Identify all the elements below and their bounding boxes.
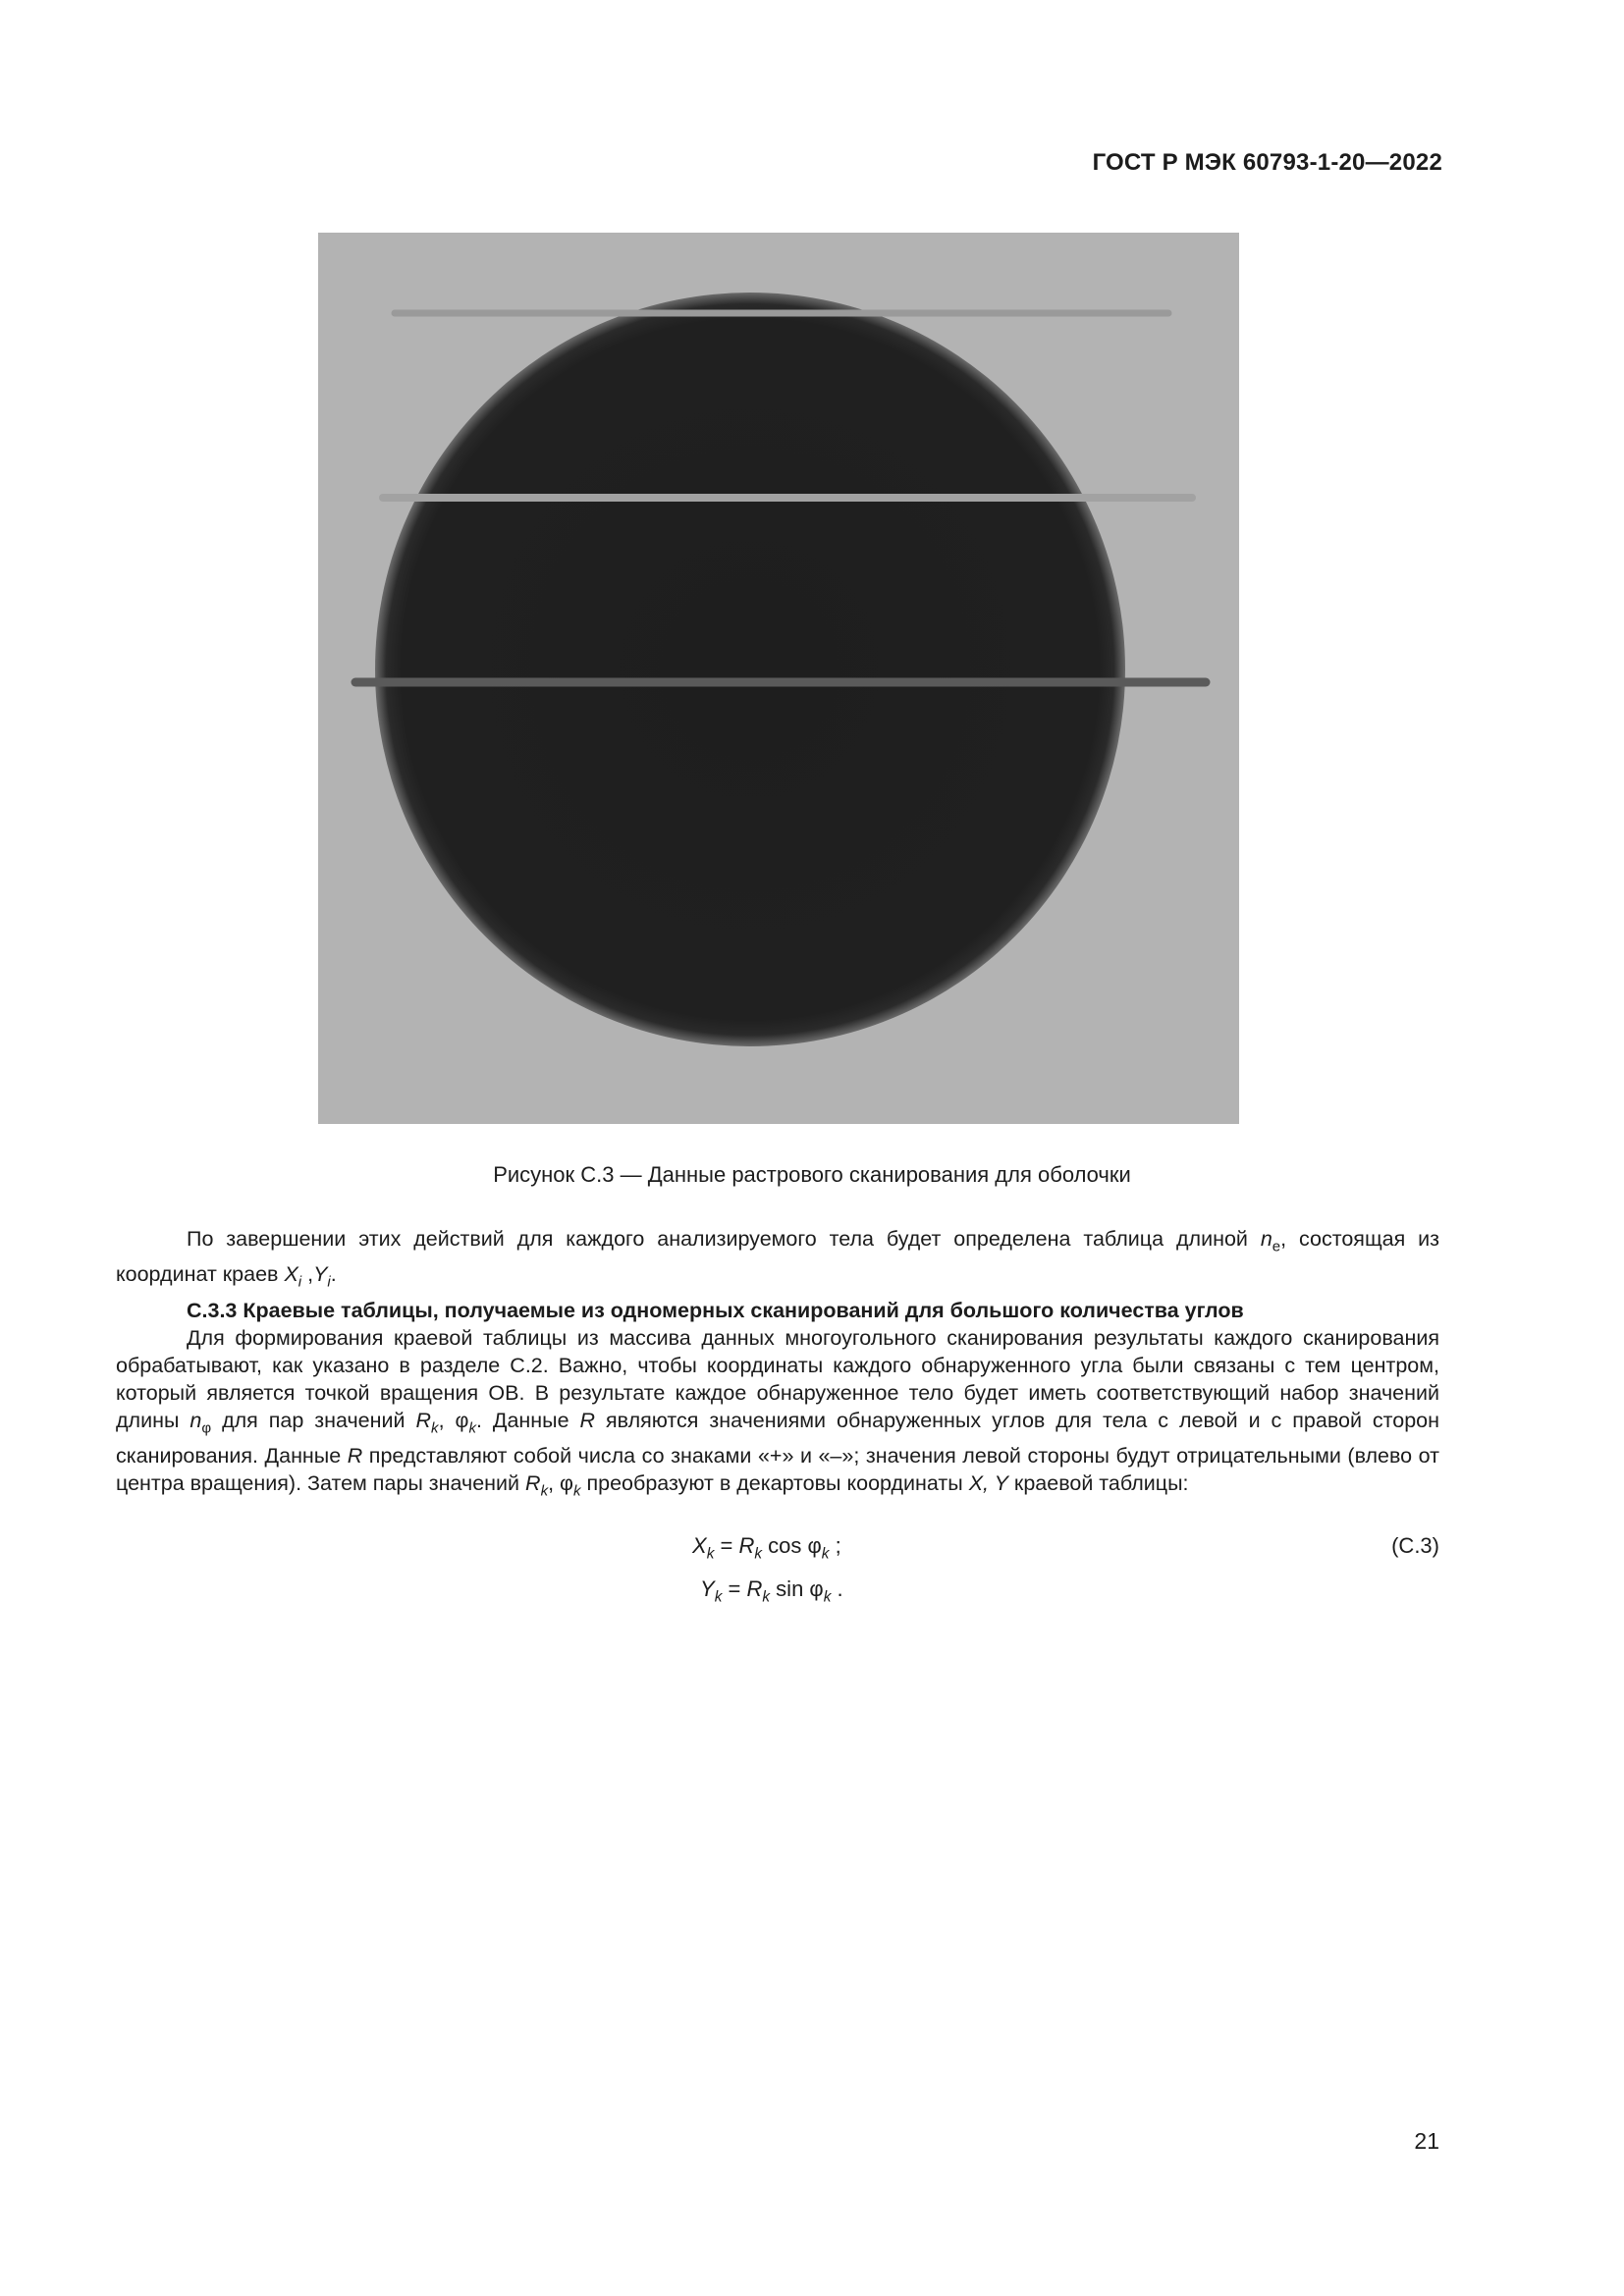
formula-x: $X_k = R_k$ $\cos \varphi_k$ ; — [692, 1533, 841, 1563]
formula-y: $Y_k = R_k$ $\sin \varphi_k$ . — [700, 1576, 843, 1606]
paragraph-2: Для формирования краевой таблицы из массива данных многоугольного сканирования результаты каждого сканирования обрабатывают, как указано в разделе С.2. Важно, чтобы координаты каждого обнаруженного угла были связаны с тем центром, который является точкой вращения OB. В результате каждое обнаруженное тело будет иметь соответствующий набор значений длины $n_\varphi$ для пар значений $R_k$, $\varphi_k$. Данные R являются значениями обнаруженных углов для тела с левой и с правой сторон сканирования. Данные R представляют собой числа со знаками «+» и «–»; значения левой стороны будут отрицательными (влево от центра вращения). Затем пары значений $R_k$, $\varphi_k$ преобразуют в декартовы координаты X, Y краевой таблицы: — [116, 1325, 1440, 1500]
formula-block — [0, 1533, 1624, 1620]
figure-caption: Рисунок С.3 — Данные растрового сканирования для оболочки — [493, 1162, 1131, 1187]
document-header: ГОСТ Р МЭК 60793-1-20—2022 — [1092, 149, 1442, 176]
raster-scan-figure — [318, 233, 1239, 1124]
page-number: 21 — [1414, 2128, 1439, 2154]
body-text — [116, 1225, 1439, 1505]
formula-row-y — [0, 1576, 1624, 1620]
section-heading: С.3.3 Краевые таблицы, получаемые из одномерных сканирований для большого количества углов — [187, 1298, 1244, 1322]
raster-scan-image — [318, 233, 1239, 1124]
formula-row-x — [0, 1533, 1624, 1576]
paragraph-1: По завершении этих действий для каждого анализируемого тела будет определена таблица длиной $n_e$, состоящая из координат краев $X_i$ $,Y_i$. — [116, 1227, 1440, 1291]
fiber-cladding-disc — [375, 293, 1125, 1046]
formula-number: (С.3) — [1391, 1533, 1439, 1558]
